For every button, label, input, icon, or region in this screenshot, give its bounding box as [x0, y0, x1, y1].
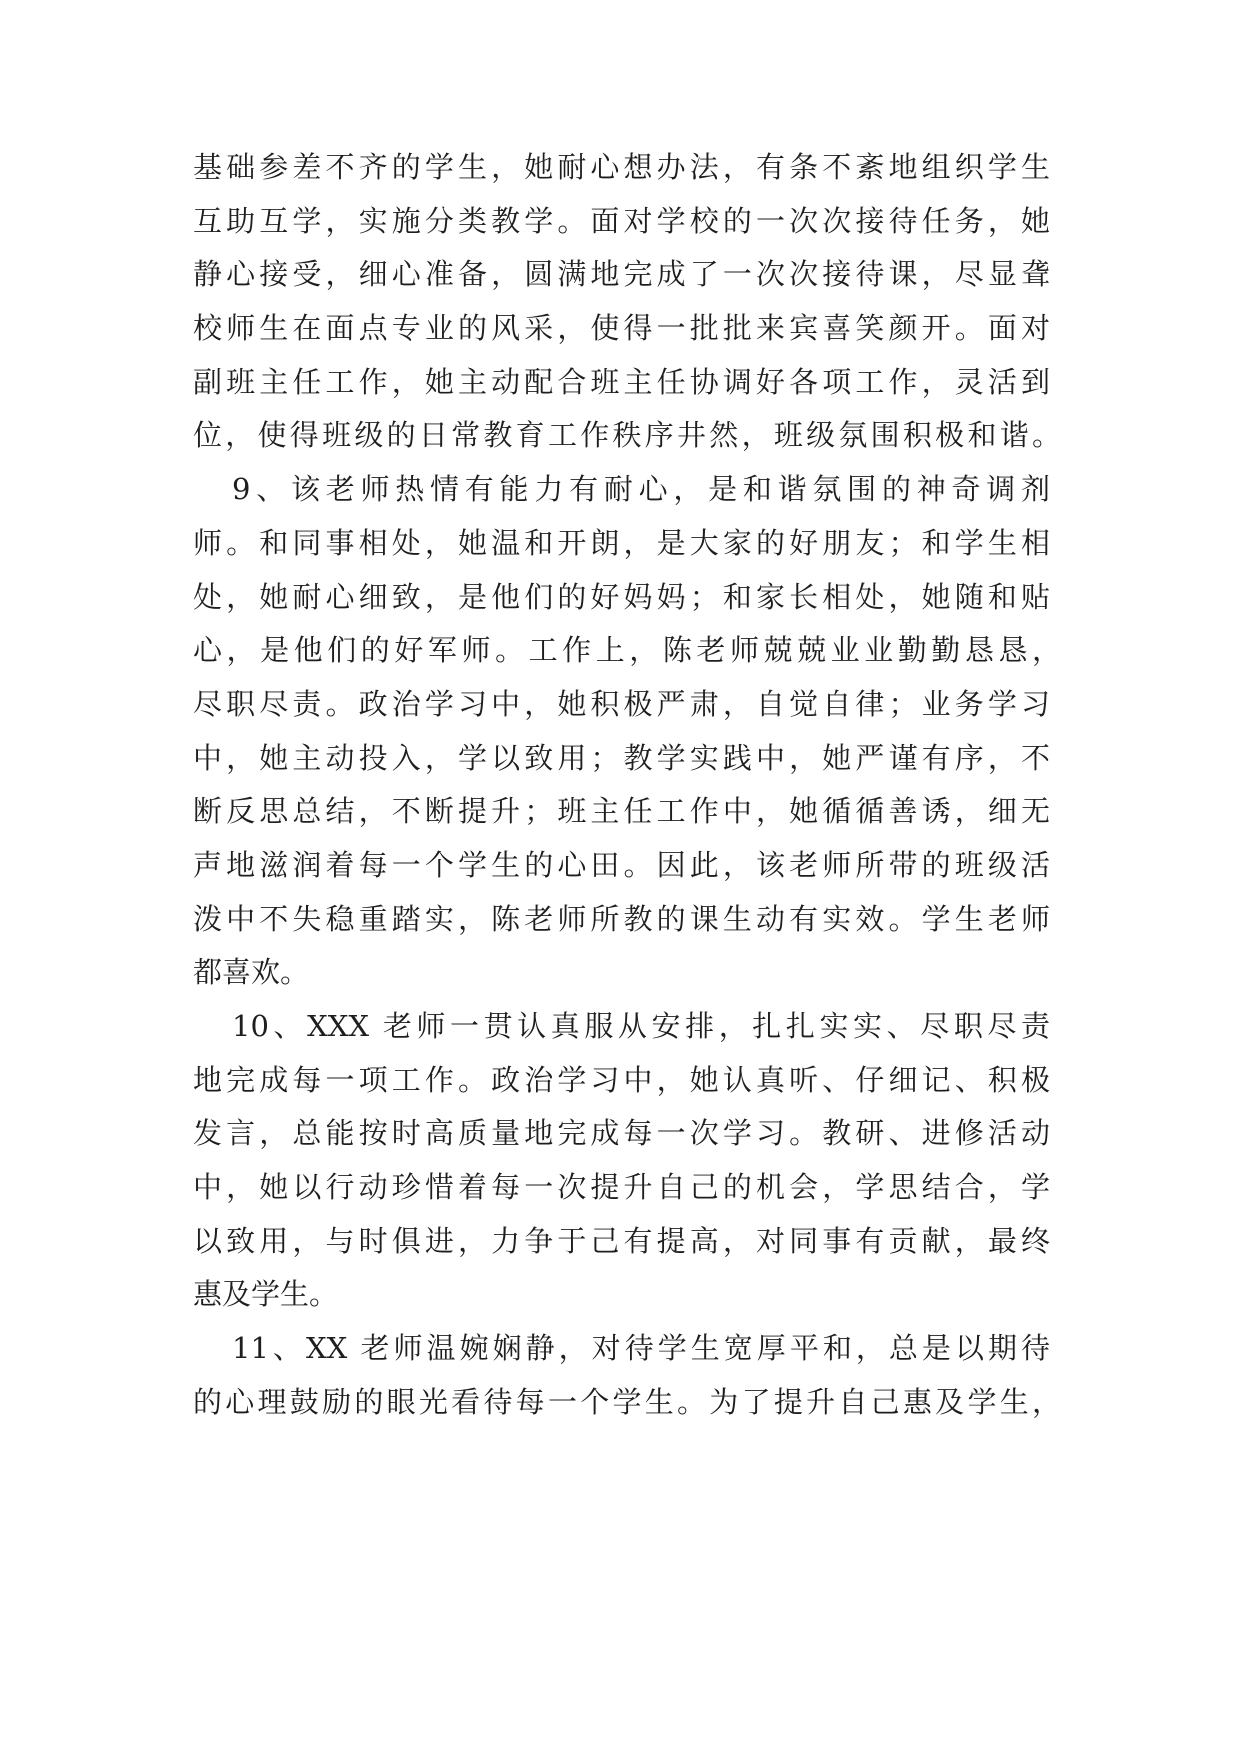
- text-line: 11、XX 老师温婉娴静，对待学生宽厚平和，总是以期待: [232, 1331, 1050, 1366]
- paragraph-9: [193, 463, 1061, 1000]
- text-line: 声地滋润着每一个学生的心田。因此，该老师所带的班级活: [193, 847, 1050, 882]
- text-line: 地完成每一项工作。政治学习中，她认真听、仔细记、积极: [193, 1062, 1050, 1097]
- text-line: 10、XXX 老师一贯认真服从安排，扎扎实实、尽职尽责: [232, 1009, 1050, 1043]
- text-line: 发言，总能按时高质量地完成每一次学习。教研、进修活动: [193, 1116, 1050, 1151]
- text-line: 都喜欢。: [193, 955, 310, 990]
- paragraph-continued: [193, 141, 1061, 463]
- text-line: 尽职尽责。政治学习中，她积极严肃，自觉自律；业务学习: [193, 686, 1050, 721]
- text-line: 基础参差不齐的学生，她耐心想办法，有条不紊地组织学生: [193, 150, 1050, 184]
- text-line: 惠及学生。: [193, 1277, 339, 1312]
- text-line: 师。和同事相处，她温和开朗，是大家的好朋友；和学生相: [193, 525, 1050, 560]
- text-line: 副班主任工作，她主动配合班主任协调好各项工作，灵活到: [193, 364, 1050, 399]
- text-line: 位，使得班级的日常教育工作秩序井然，班级氛围积极和谐。: [193, 418, 1061, 453]
- text-line: 中，她主动投入，学以致用；教学实践中，她严谨有序，不: [193, 740, 1050, 775]
- text-line: 断反思总结，不断提升；班主任工作中，她循循善诱，细无: [193, 794, 1050, 829]
- text-line: 9、该老师热情有能力有耐心，是和谐氛围的神奇调剂: [232, 472, 1050, 507]
- text-line: 校师生在面点专业的风采，使得一批批来宾喜笑颜开。面对: [193, 311, 1050, 346]
- text-line: 处，她耐心细致，是他们的好妈妈；和家长相处，她随和贴: [193, 579, 1050, 614]
- text-line: 互助互学，实施分类教学。面对学校的一次次接待任务，她: [193, 203, 1050, 238]
- paragraph-10: [193, 1000, 1050, 1322]
- text-line: 静心接受，细心准备，圆满地完成了一次次接待课，尽显聋: [193, 257, 1050, 292]
- body-text: [193, 141, 1061, 1430]
- text-line: 心，是他们的好军师。工作上，陈老师兢兢业业勤勤恳恳，: [193, 633, 1061, 668]
- text-line: 以致用，与时俱进，力争于己有提高，对同事有贡献，最终: [193, 1223, 1050, 1258]
- paragraph-11: [193, 1322, 1061, 1429]
- text-line: 中，她以行动珍惜着每一次提升自己的机会，学思结合，学: [193, 1170, 1050, 1205]
- text-line: 的心理鼓励的眼光看待每一个学生。为了提升自己惠及学生，: [193, 1384, 1061, 1419]
- text-line: 泼中不失稳重踏实，陈老师所教的课生动有实效。学生老师: [193, 901, 1050, 936]
